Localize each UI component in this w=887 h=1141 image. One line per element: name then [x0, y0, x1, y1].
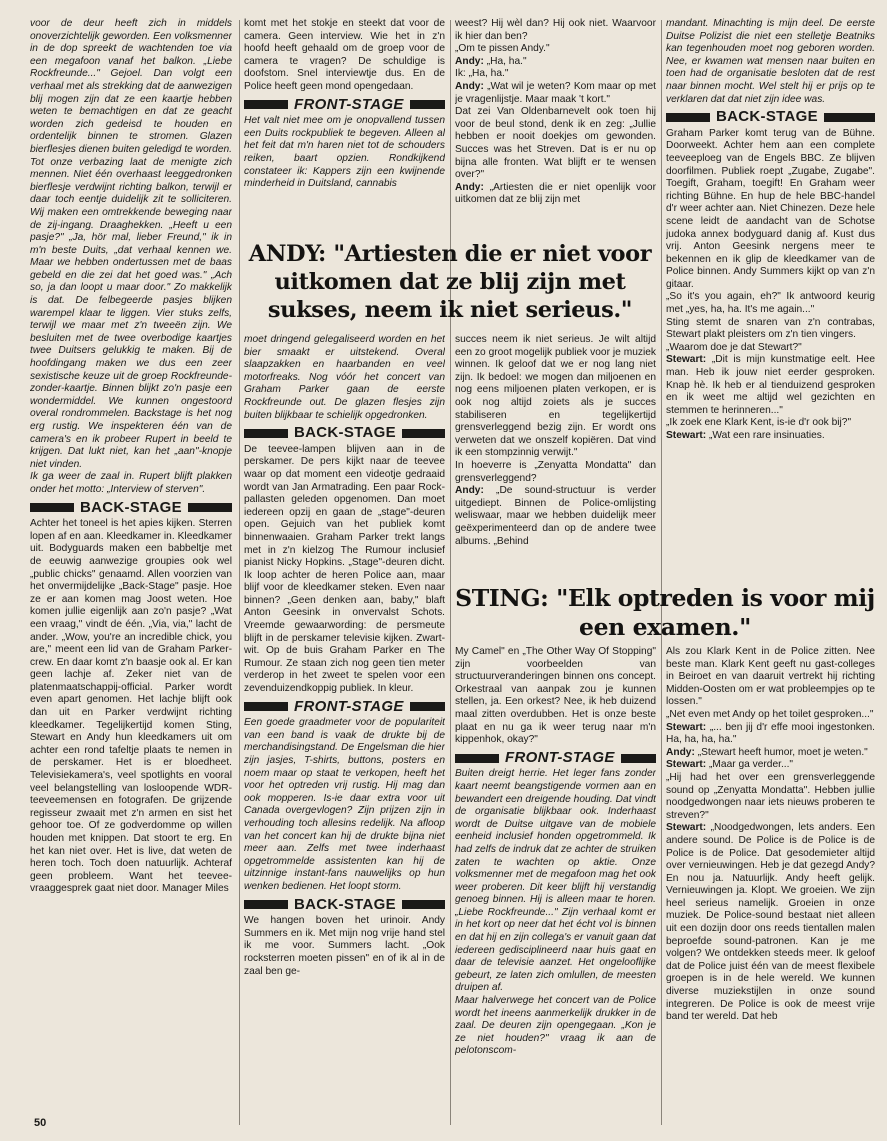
speaker: Stewart: [666, 822, 707, 834]
paragraph: succes neem ik niet serieus. Je wilt altijd een zo groot mogelijk publiek voor je muziek winnen. Ik geloof dat we er nog lang niet zijn. Ik bedoel: we mogen dan miljoenen en nog eens miljoenen platen verkopen, er is ook nog altijd zoiets als je succes stabiliseren en tegelijkertijd grensverleggend bezig zijn. Er wordt ons verweten dat we onszelf kopiëren. Dat vind ik een stompzinnig verwijt." [455, 334, 656, 459]
paragraph: Sting stemt de snaren van z'n contrabas, Stewart plakt pleisters om z'n tien vingers. [666, 316, 875, 341]
paragraph: Als zou Klark Kent in de Police zitten. Nee beste man. Klark Kent geeft nu gast-colleges in Beiroet en van daaruit vertrekt hij richting Midden-Oosten om er wat probleempjes op te lossen." [666, 646, 875, 708]
column-4-bottom [666, 646, 875, 1124]
section-header-label: BACK-STAGE [294, 895, 396, 913]
section-header [244, 895, 445, 913]
dialogue-line: Andy: „De sound-structuur is verder uitgediept. Binnen de Police-omlijsting weliswaar, maar we hebben duidelijk meer geëxperimenteerd dan op de andere twee albums. „Behind [455, 485, 656, 547]
paragraph: My Camel" en „The Other Way Of Stopping" zijn voorbeelden van structuurveranderingen binnen ons concept. Orkestraal van aanpak zou je kunnen stellen, ja. Een orkest? Nee, ik heb duizend maal zitten overdubben. Het is onze beste plaat en nu ga ik weer terug naar m'n kippenhok, okay?" [455, 646, 656, 746]
paragraph: „Ik zoek ene Klark Kent, is-ie d'r ook bij?" [666, 417, 852, 429]
paragraph: mandant. Minachting is mijn deel. De eerste Duitse Polizist die niet een stelletje Beatniks kan tegenhouden moet nog geboren worden. Nee, er kwamen wat mensen naar buiten en toen had de organisatie besloten dat de rest naar binnen mocht. Wel stelt hij er prijs op te verklaren dat dat niet zijn idee was. [666, 18, 875, 105]
dialogue-line: Andy: „Stewart heeft humor, moet je weten." [666, 746, 868, 758]
column-2-top [244, 18, 445, 232]
section-header [30, 498, 232, 516]
sting-headline: STING: "Elk optreden is voor mij een examen." [455, 584, 875, 641]
dialogue-line: Stewart: „Maar ga verder..." [666, 759, 794, 771]
section-header [455, 748, 656, 766]
dialogue-line: Andy: „Wat wil je weten? Kom maar op met je vragenlijstje. Maar maak 't kort." [455, 80, 656, 105]
paragraph: In hoeverre is „Zenyatta Mondatta" dan grensverleggend? [455, 459, 656, 484]
paragraph: moet dringend gelegaliseerd worden en het bier smaakt er uitstekend. Overal slaapzakken en haarbanden en veel motorfreaks. Nog vóór het concert van Graham Parker gaan de eerste Rockfreunde out. De glazen flesjes zijn buiten blijkbaar te schielijk opgedronken. [244, 334, 445, 421]
column-3-top [455, 18, 656, 232]
section-header [244, 697, 445, 715]
dialogue-line: Stewart: „Noodgedwongen, lets anders. Een andere sound. De Police is de Police is de Police is de Police. Dat gesodemieter altijd over vernieuwingen. Heb je dat gezegd Andy? En nou ja. Natuurlijk. Andy heeft gelijk. Vernieuwingen ja. Klopt. We groeien. We zijn heel serieus namelijk. Groeien in onze muziek. De Police-sound bestaat niet alleen uit een dozijn door ons reeds tientallen malen beproefde sound-patronen. Kan je me volgen? We ontdekken steeds meer. Ik geloof dat de Police juist één van de meest flexibele groepen is in de hele wereld. We kunnen diverse muziekstijlen in onze sound integreren. De Police is ook de meest vrije band ter wereld. Dat heb [666, 822, 875, 1023]
paragraph: Ik ga weer de zaal in. Rupert blijft plakken onder het motto: „Interview of sterven". [30, 471, 232, 495]
paragraph: Het valt niet mee om je onopvallend tussen een Duits rockpubliek te begeven. Alleen al het feit dat m'n haren niet tot de schouders reiken, baart opzien. Rondkijkend constateer ik: Kappers zijn een kwijnende minderheid in Duitsland, cannabis [244, 115, 445, 190]
dialogue-line: „Om te pissen Andy." [455, 43, 550, 55]
section-header-label: FRONT-STAGE [505, 748, 615, 766]
dialogue-line: Andy: „Ha, ha." [455, 55, 527, 67]
paragraph: Achter het toneel is het apies kijken. Sterren lopen af en aan. Kleedkamer in. Kleedkamer uit. Bodyguards maken een babbeltje met de eeuwig aanwezige groupies ook wel „public chicks" genaamd. Allen voorzien van het onvermijdelijke „Back-Stage" pasje. Hoe ze er aan komen mag Joost weten. Hoe komen jullie eigenlijk aan zo'n pasje? „Wat een vraag," vindt de één. „Via, via," lacht de ander. „Wow, you're an incredible chick, you are," meent een lid van de Graham Parker-crew. En daar komt z'n baasje ook al. Er kan geen lachje af. Zeker niet van de platenmaatschappij-official. Parker wordt even apart genomen. Het lachje blijft ook dan uit en Parker verdwijnt richting kleedkamer. Tegelijkertijd komen Sting, Stewart en Andy hun kleedkamers uit om achter een rond tafeltje plaats te nemen in de perskamer. Het is er bloedheet. Televisiekamera's, veel spotlights en vooral veel belangstelling van losloopende WDR-teeveemensen en fotografen. De grijzende regisseur zwaait met z'n armen en sist het gehoor toe. Of ze godverdomme op willen houden met knippen. Dat stoort te erg. En het kan niet over. Het is live, dat weten de heren toch. Toch doen natuurlijk. Achteraf geen probleem. Want het teevee-vraaggesprek gaat niet door. Manager Miles [30, 518, 232, 895]
magazine-page [30, 18, 875, 1128]
speaker: Stewart: [666, 721, 707, 733]
section-header-label: BACK-STAGE [294, 424, 396, 442]
speaker: Andy: [455, 80, 484, 92]
speaker: Andy: [455, 485, 484, 497]
paragraph: Graham Parker komt terug van de Bühne. Doorweekt. Achter hem aan een complete teeveeploeg van de Engels BBC. Ze blijven doorfilmen. Publiek roept „Zugabe, Zugabe". Toegift, Graham, toegift! En Graham weer richting Bühne. En hup de hele BBC-handel d'r weer achter aan. Niet Chinezen. Deze hele scene leidt de aandacht van de Schotse judoka annex bodyguard danig af. Kust dus vrij. Anton Geesink nergens meer te bekennen en ik glip de kleedkamer van de Police binnen. Andy Summers kijkt op van z'n gitaar. [666, 127, 875, 290]
page-number: 50 [34, 1117, 47, 1129]
paragraph: Dat zei Van Oldenbarnevelt ook toen hij voor de beul stond, denk ik en zeg: „Jullie hebben er nooit doekjes om gewonden. Succes was het Streven. Dat is er nu op bijna alle fronten. Wat blijft er te wensen over?" [455, 106, 656, 181]
andy-headline: ANDY: "Artiesten die er niet voor uitkomen dat ze blij zijn met sukses, neem ik niet serieus." [248, 241, 652, 323]
speaker: Stewart: [666, 759, 707, 771]
paragraph: We hangen boven het urinoir. Andy Summers en ik. Met mijn nog vrije hand stel ik me voor. Summers lacht. „Ook rocksterren moeten pissen" en of ik al in de zaal ben ge- [244, 915, 445, 977]
dialogue-line: Ik: „Ha, ha." [455, 68, 509, 80]
paragraph: voor de deur heeft zich in middels onoverzichtelijk geworden. Een volksmenner in de dop spreekt de wachtenden toe via een megafoon vanaf het balkon. „Liebe Rockfreunde..." Gejoel. Dan volgt een verhaal met als strekking dat de aanwezigen blij mogen zijn dat ze een kaartje hebben weten te bemachtigen en dat ze geacht worden zich gedeisd te houden en ordentelijk binnen te stromen. Glazen bierflesjes dienen buiten geledigd te worden. Tot onze verbazing laat de menigte zich mennen. Niet één overhaast leeggedronken bierflesje verdwijnt richting balkon, terwijl er daar toch eentje duidelijk zit te solliciteren. Wij maken een omtrekkende beweging naar de zij-ingang. Draaghekken. „Heeft u een pasje?" „Ja, hör mal, lieber Freund," ik in m'n beste Duits, „dat verhaal kennen we. Maar we hebben ondertussen met de baas gebeld en die zei dat het goed was." „Ach so, ja dan loopt u maar door." Zo makkelijk is dat. De felbegeerde pasjes blijken warempel klaar te liggen. Vier stuks zelfs, terwijl we maar met z'n tweeën zijn. We besluiten met de twee overbodige kaartjes twee Duitsers gelukkig te maken. Bij de hoofdingang maken we dus een zeer sexistische keuze uit de groep Rockfreunde-zonder-kaartje. Binnen blijkt zo'n pasje een wondermiddel. We kunnen ongestoord overal rondrommelen. Backstage is het nog erg rustig. We inspekteren één van de camera's en ik probeer Rupert in beeld te krijgen. Dat lukt niet, kan het „aan"-knopje niet vinden. [30, 18, 232, 470]
section-header [244, 95, 445, 113]
section-header-label: FRONT-STAGE [294, 95, 404, 113]
dialogue-line: Stewart: „Dit is mijn kunstmatige eelt. Hee man. Heb ik jouw niet eerder gesproken. Knap hè. Ik heb er al tienduizend gesproken en ik weet me altijd wel gezichten en stemmen te herinneren..." [666, 354, 875, 416]
dialogue-line: Stewart: „... ben jij d'r effe mooi ingestonken. Ha, ha, ha, ha." [666, 721, 875, 746]
column-3-bottom [455, 646, 656, 1124]
paragraph: „So it's you again, eh?" Ik antwoord keurig met „yes, ha, ha. It's me again..." [666, 291, 875, 316]
speaker: Andy: [666, 746, 695, 758]
paragraph: weest? Hij wèl dan? Hij ook niet. Waarvoor ik hier dan ben? [455, 18, 656, 42]
speaker: Stewart: [666, 354, 707, 366]
paragraph: Buiten dreigt herrie. Het leger fans zonder kaart neemt beangstigende vormen aan en bewandert een dreigende houding. Dat vindt de organisatie blijkbaar ook. Inderhaast wordt de Duitse uitgave van de mobiele eenheid inclusief honden opgetrommeld. Ik had zelfs de indruk dat ze achter de struiken zaten te wachten op aktie. Onze volksmenner met de megafoon mag het ook weer proberen. Dit keer blijft hij verstandig genoeg binnen. Hij is alleen maar te horen. „Liebe Rockfreunde..." Zijn verhaal komt er in het kort op neer dat het écht vol is binnen en dat hij en zijn collega's er vanuit gaan dat iedereen gedisciplineerd naar huis gaat en daar de televisie aanzet. Het ongelooflijke gebeurt, ze laten zich omlullen, de meesten druipen af. [455, 768, 656, 994]
column-rule [239, 20, 240, 1125]
section-header [666, 108, 875, 126]
column-rule [661, 20, 662, 1125]
speaker: Stewart: [666, 430, 707, 441]
dialogue-line: Stewart: „Wat een rare insinuaties. [666, 430, 825, 441]
section-header-label: BACK-STAGE [716, 108, 818, 126]
column-4-top [666, 18, 875, 578]
section-header-label: BACK-STAGE [80, 498, 182, 516]
speaker: Andy: [455, 55, 484, 67]
column-3-middle [455, 334, 656, 578]
dialogue-line: Andy: „Artiesten die er niet openlijk voor uitkomen dat ze blij zijn met [455, 181, 656, 206]
column-rule [450, 20, 451, 1125]
section-header [244, 424, 445, 442]
column-1 [30, 18, 232, 1118]
paragraph: „Net even met Andy op het toilet gesproken..." [666, 708, 874, 720]
paragraph: Maar halverwege het concert van de Police wordt het ineens aanmerkelijk drukker in de zaal. De deuren zijn opengegaan. „Kon je ze niet houden?" vraag ik aan de pelotonscom- [455, 995, 656, 1057]
column-2-bottom [244, 334, 445, 1124]
paragraph: De teevee-lampen blijven aan in de perskamer. De pers kijkt naar de teevee waar op dat moment een videotje gedraaid wordt van Jan Armatrading. Een paar Rock-pallasten geleden opgenomen. Dan moet iedereen opzij en gaan de „stage"-deuren open. Gejuich van het publiek komt binnenwaaien. Graham Parker trekt langs met in z'n kielzog The Rumour inclusief pianist Nicky Hopkins. „Stage"-deuren dicht. Ik loop achter de heren Police aan, maar blijf voor de kleedkamer steken. Even naar binnen? „Geen denken aan, baby," blaft Anton Geesink in onvervalst Schots. Vreemde gewaarwording: de persmeute blijft in de perskamer televisie kijken. Zwart-wit. Op de buis Graham Parker en The Rumour. Ze staan zich nog geen tien meter verderop in het zweet te spelen voor een zevenduizendkoppig publiek. In kleur. [244, 443, 445, 695]
paragraph: Een goede graadmeter voor de populariteit van een band is vaak de drukte bij de merchandisingstand. De Engelsman die hier zijn jasjes, T-shirts, buttons, posters en noem maar op staat te verkopen, heeft het voor het optreden vrij rustig. Hij mag dan ook mopperen. Is-ie daar extra voor uit Canada overgevlogen? Zijn prijzen zijn in verhouding toch allesins redelijk. Na afloop van het concert kan hij de drukte bijna niet meer aan. Zelfs met twee inderhaast opgetrommelde assistenten kan hij de uitzinnige instant-fans nauwelijks op hun wenken bedienen. Het loopt storm. [244, 717, 445, 892]
speaker: Andy: [455, 181, 484, 193]
paragraph: „Hij had het over een grensverleggende sound op „Zenyatta Mondatta". Hebben jullie noodgedwongen naar iets nieuws proberen te streven?" [666, 771, 875, 821]
section-header-label: FRONT-STAGE [294, 697, 404, 715]
paragraph: „Waarom doe je dat Stewart?" [666, 341, 802, 353]
paragraph: komt met het stokje en steekt dat voor de camera. Geen interview. Wie het in z'n hoofd heeft gehaald om de groep voor de camera te vragen? De schuldige is doofstom. Snel interviewtje dus. En de Police heeft geen mond opengedaan. [244, 18, 445, 92]
